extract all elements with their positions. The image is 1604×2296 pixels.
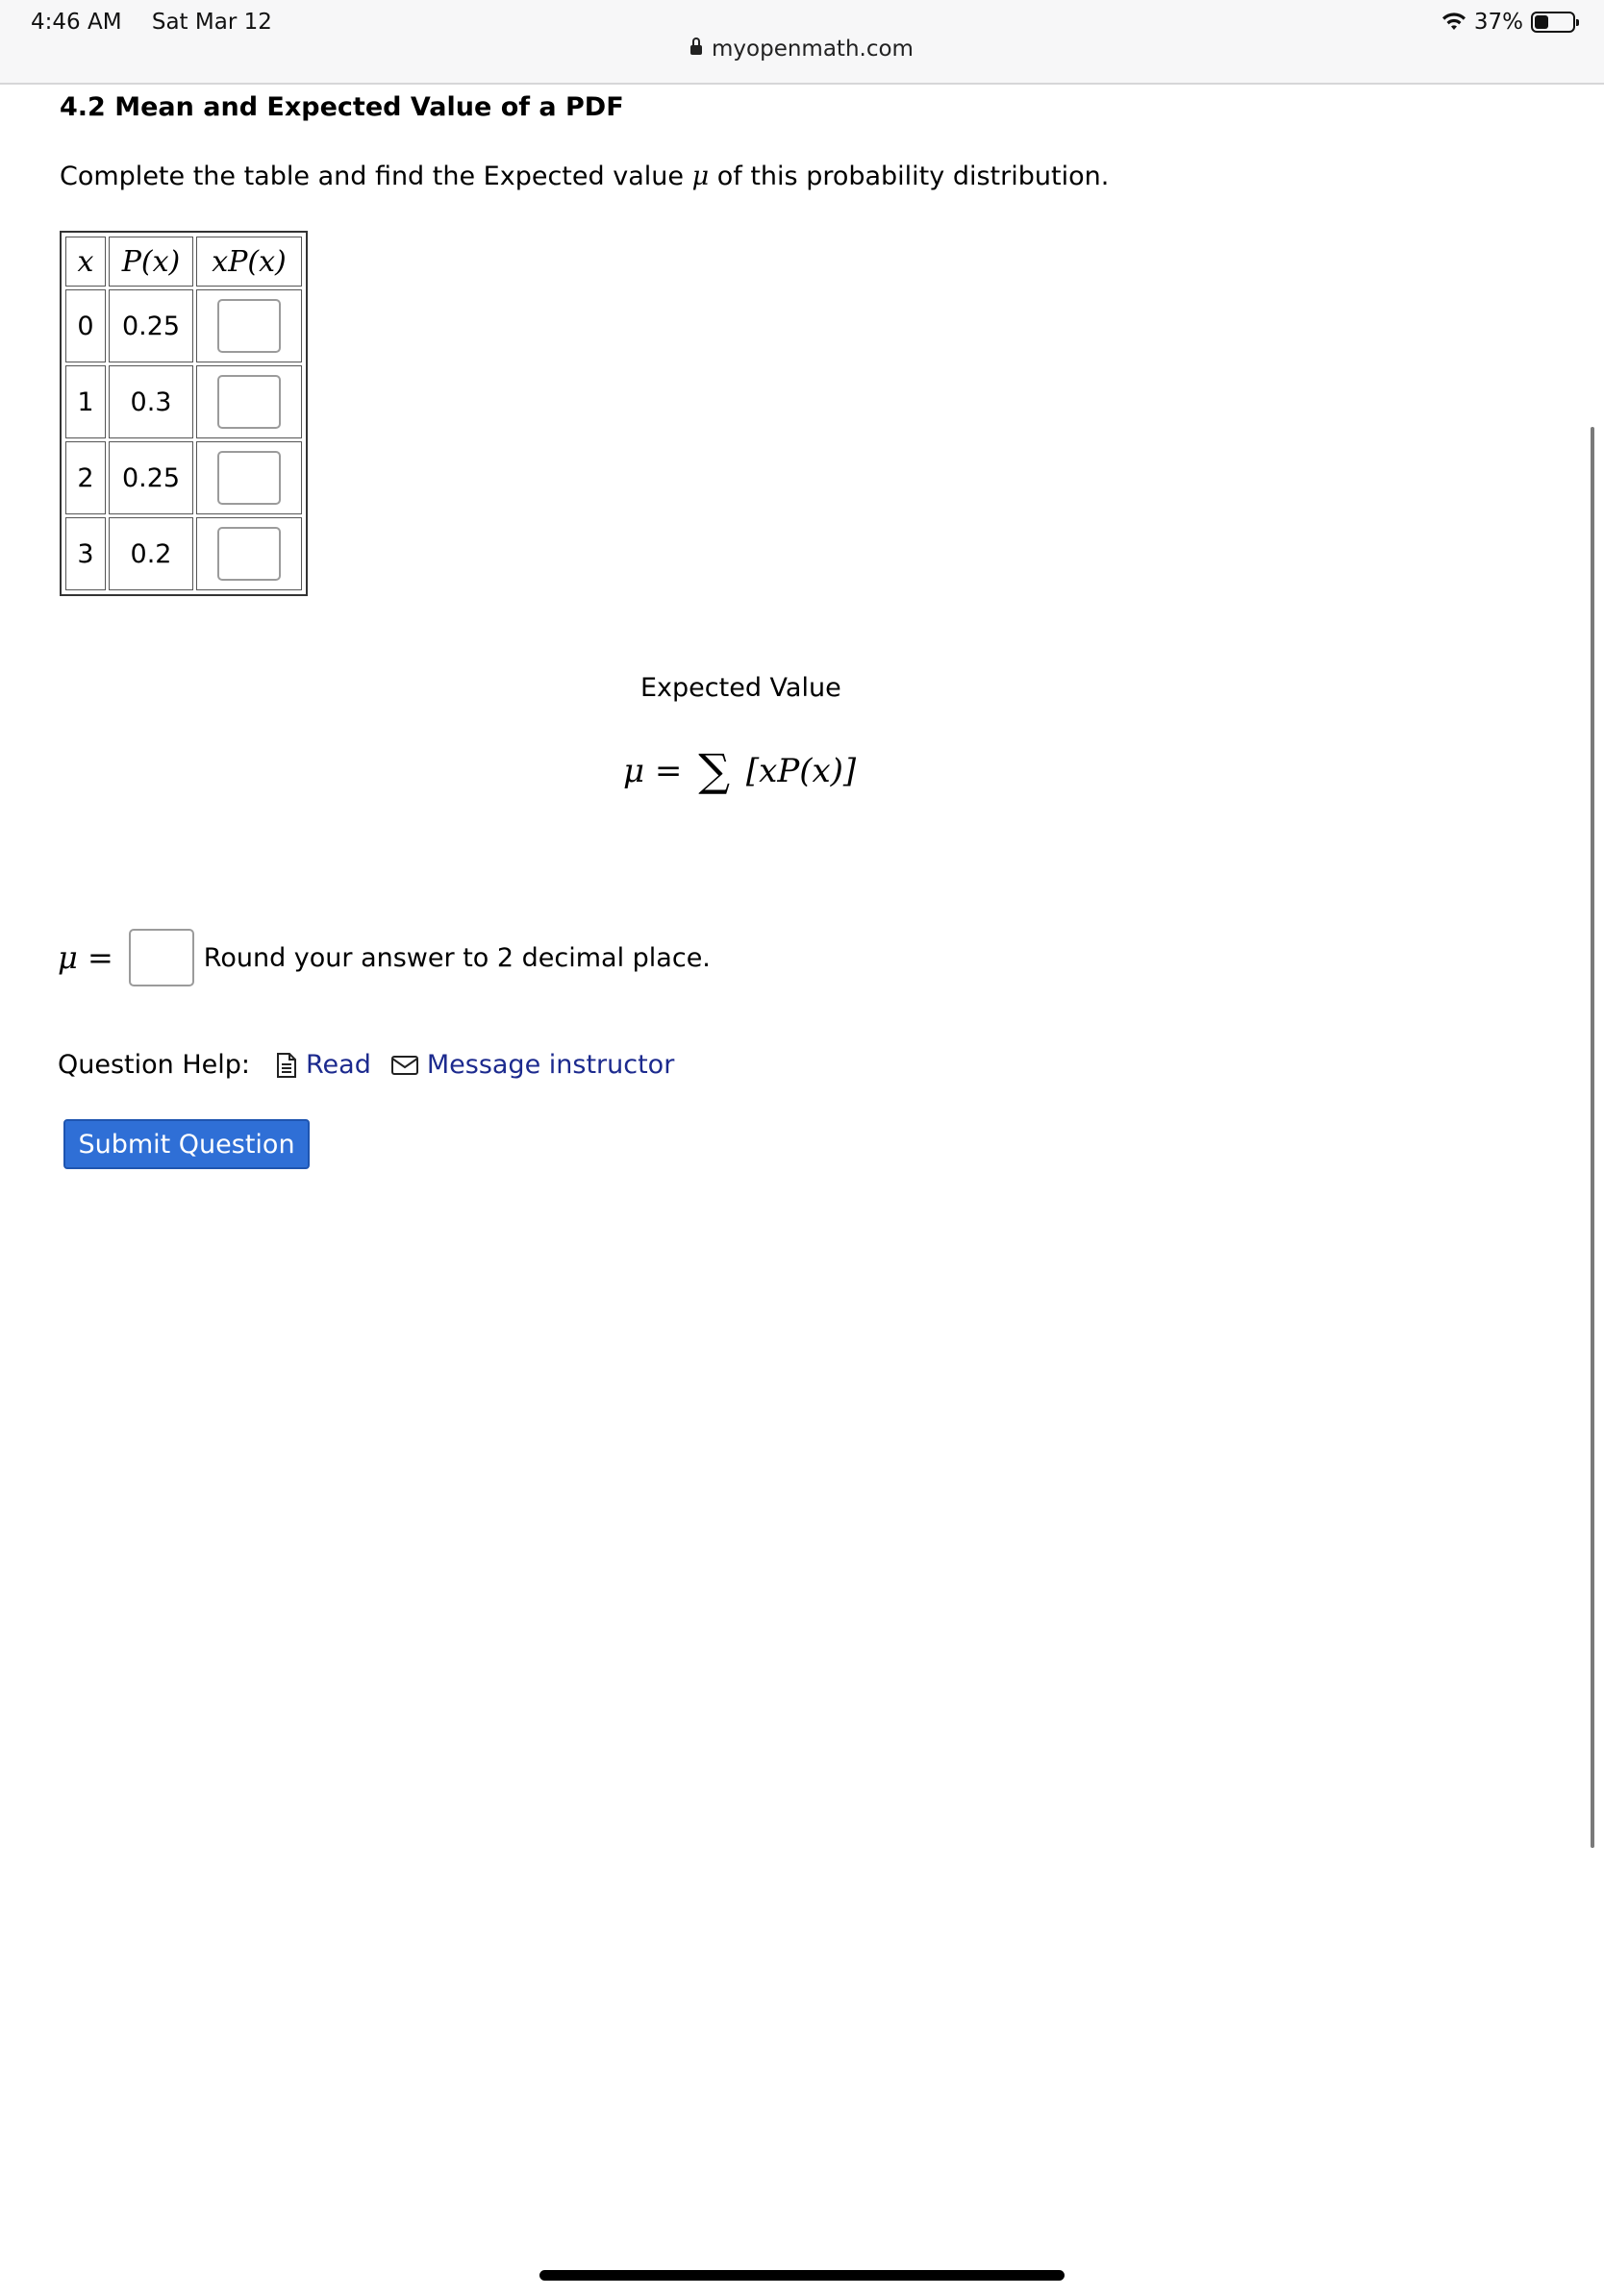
address-bar[interactable] — [0, 37, 1604, 62]
battery-percent: 37% — [1473, 10, 1523, 35]
answer-row — [58, 929, 711, 986]
question-help — [58, 1050, 693, 1080]
table-row — [65, 365, 302, 438]
instructions-text-end: of this probability distribution. — [716, 162, 1110, 191]
x-value: 2 — [65, 441, 106, 514]
wifi-icon — [1441, 12, 1466, 32]
question-help-label: Question Help: — [58, 1050, 250, 1080]
header-xpx: xP(x) — [196, 237, 302, 287]
table-row — [65, 289, 302, 362]
probability-table — [60, 231, 308, 596]
formula-rhs: [xP(x)] — [745, 752, 857, 790]
table-row — [65, 517, 302, 590]
scrollbar[interactable] — [1591, 427, 1594, 1848]
sigma-symbol: ∑ — [698, 744, 731, 796]
mu-answer-input[interactable] — [129, 929, 194, 986]
xpx-cell — [196, 365, 302, 438]
xpx-input[interactable] — [217, 527, 281, 581]
status-time-date — [31, 10, 295, 35]
p-value: 0.25 — [109, 289, 193, 362]
document-icon — [275, 1052, 298, 1079]
question-instructions — [60, 162, 1109, 191]
xpx-input[interactable] — [217, 299, 281, 353]
instructions-text: Complete the table and find the Expected value — [60, 162, 684, 191]
lock-icon — [690, 45, 702, 55]
xpx-cell — [196, 289, 302, 362]
submit-question-button[interactable]: Submit Question — [63, 1119, 310, 1169]
x-value: 0 — [65, 289, 106, 362]
p-value: 0.3 — [109, 365, 193, 438]
message-instructor-label: Message instructor — [426, 1050, 675, 1080]
page-title: 4.2 Mean and Expected Value of a PDF — [60, 92, 624, 122]
read-link-label: Read — [306, 1050, 371, 1080]
expected-value-label: Expected Value — [640, 673, 841, 703]
status-date: Sat Mar 12 — [151, 10, 272, 35]
xpx-input[interactable] — [217, 451, 281, 505]
status-indicators — [1441, 10, 1575, 35]
xpx-input[interactable] — [217, 375, 281, 429]
status-time: 4:46 AM — [31, 10, 122, 35]
envelope-icon — [390, 1054, 419, 1077]
xpx-cell — [196, 517, 302, 590]
x-value: 1 — [65, 365, 106, 438]
status-bar — [0, 0, 1604, 85]
home-indicator[interactable] — [539, 2270, 1065, 2281]
mu-symbol: μ — [691, 162, 710, 191]
expected-value-formula — [623, 740, 857, 796]
table-header-row — [65, 237, 302, 287]
xpx-cell — [196, 441, 302, 514]
answer-label: μ = — [58, 939, 113, 976]
read-link[interactable] — [275, 1050, 371, 1080]
p-value: 0.25 — [109, 441, 193, 514]
url-text: myopenmath.com — [712, 37, 914, 62]
p-value: 0.2 — [109, 517, 193, 590]
header-x: x — [65, 237, 106, 287]
x-value: 3 — [65, 517, 106, 590]
formula-lhs: μ = — [623, 752, 683, 790]
rounding-instruction: Round your answer to 2 decimal place. — [203, 942, 711, 973]
header-px: P(x) — [109, 237, 193, 287]
message-instructor-link[interactable] — [390, 1050, 674, 1080]
table-row — [65, 441, 302, 514]
battery-icon — [1531, 12, 1575, 33]
